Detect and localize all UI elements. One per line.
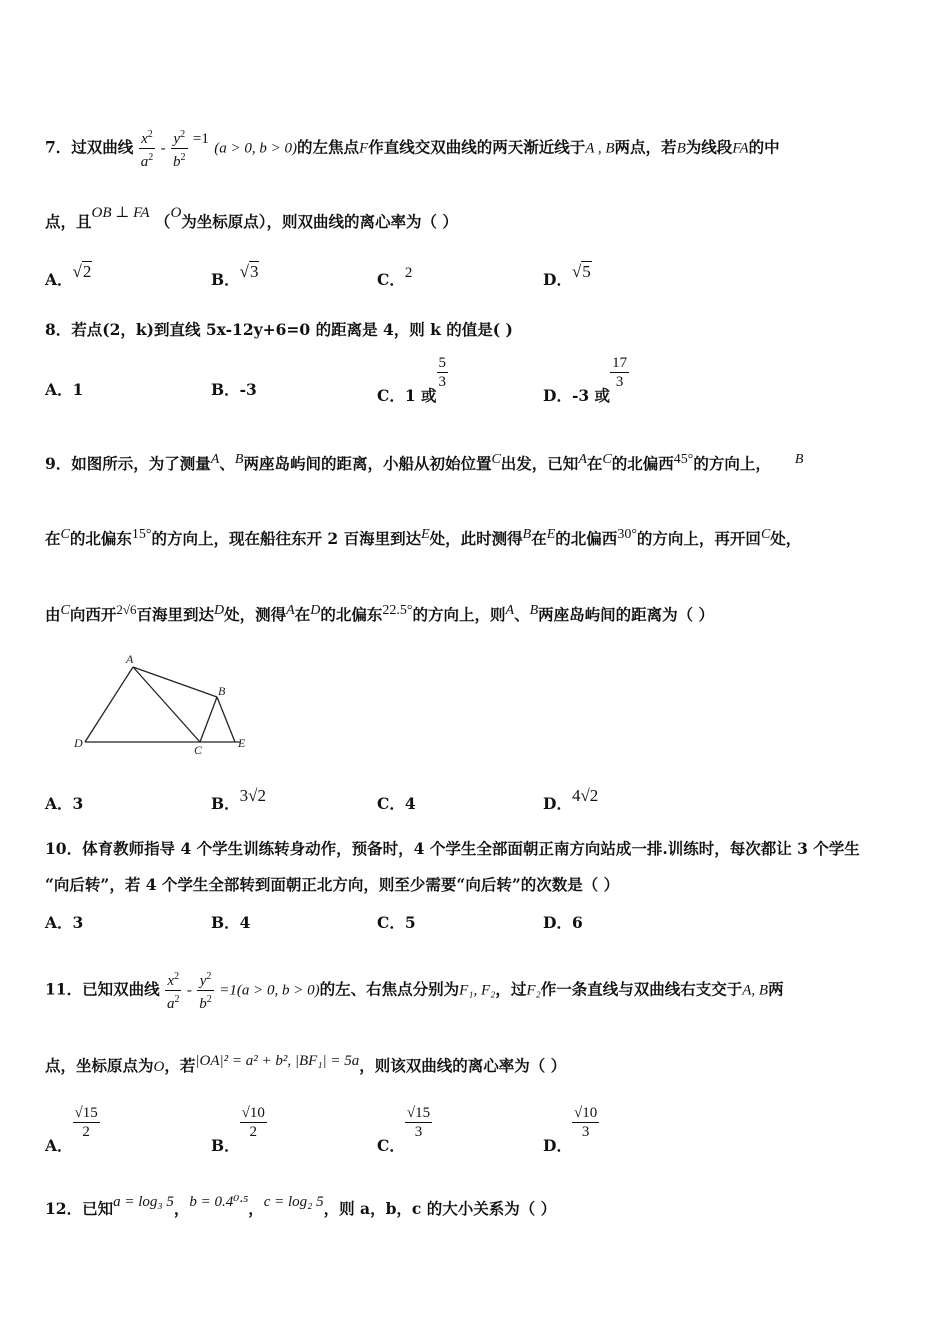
- line-ac: [133, 667, 200, 742]
- q7-frac-x: $\frac{x^2}{a^2}$: [139, 126, 156, 171]
- q11-option-c[interactable]: C． $\frac{√15}{3}$: [377, 1105, 431, 1155]
- line-be: [217, 697, 235, 742]
- q9-option-b[interactable]: B．3√2: [211, 786, 266, 813]
- q7-option-c[interactable]: C．2: [377, 265, 413, 289]
- q8-option-a[interactable]: A．1: [45, 380, 84, 399]
- q7-option-b[interactable]: B．√3: [211, 262, 259, 289]
- label-b: B: [218, 684, 226, 698]
- q10-line1: 10．体育教师指导 4 个学生训练转身动作，预备时，4 个学生全部面朝正南方向站成一排.训练时，每次都让 3 个学生: [45, 839, 860, 858]
- q10-line2: “向后转”，若 4 个学生全部转到面朝正北方向，则至少需要“向后转”的次数是（ ）: [45, 875, 620, 894]
- q7-option-d[interactable]: D．√5: [543, 262, 591, 289]
- q8-option-d[interactable]: D．-3 或 $\frac{17}{3}$: [543, 355, 628, 405]
- q9-option-d[interactable]: D．4√2: [543, 786, 599, 813]
- q8-stem: 8．若点(2，k)到直线 5x-12y+6=0 的距离是 4，则 k 的值是( ): [45, 320, 513, 339]
- line-da: [85, 667, 133, 742]
- q11-option-d[interactable]: D． $\frac{√10}{3}$: [543, 1105, 598, 1155]
- q10-option-b[interactable]: B．4: [211, 913, 251, 932]
- q8-option-c[interactable]: C．1 或 $\frac{5}{3}$: [377, 355, 447, 405]
- q12-c-expr: c = log₂ 5: [263, 1194, 324, 1210]
- q11-option-a[interactable]: A． $\frac{√15}{2}$: [45, 1105, 98, 1155]
- q11-condition: =1(a > 0, b > 0): [219, 982, 320, 999]
- line-bc: [200, 697, 217, 742]
- q9-option-a[interactable]: A．3: [45, 794, 84, 813]
- q11-line2: 点，坐标原点为O，若|OA|² = a² + b², |BF₁| = 5a，则该双曲线的离心率为（ ）: [45, 1053, 567, 1075]
- q8-option-b[interactable]: B．-3: [211, 380, 257, 399]
- q12-a-expr: a = log₃ 5: [113, 1194, 174, 1210]
- q9-figure: [70, 650, 260, 760]
- label-c: C: [194, 743, 203, 757]
- q9-line2: 在C的北偏东15°的方向上，现在船往东开 2 百海里到达E处，此时测得B在E的北偏西30°的方向上，再开回C处，: [45, 527, 802, 549]
- q11-line1: 11．已知双曲线 $\frac{x^2}{a^2}$ - $\frac{y^2}{b^2}$ =1(a > 0, b > 0)的左、右焦点分别为F₁, F₂，过F₂作一条直线与双曲线右支交于A, B两: [45, 968, 784, 1013]
- q7-condition: (a > 0, b > 0): [214, 140, 298, 157]
- q9-line1: 9．如图所示，为了测量A、B两座岛屿间的距离，小船从初始位置C出发，已知A在C的北偏西45°的方向上， B: [45, 452, 804, 474]
- label-e: E: [238, 736, 246, 750]
- q7-frac-y: $\frac{y^2}{b^2}$: [171, 126, 188, 171]
- q7-option-a[interactable]: A．√2: [45, 262, 92, 289]
- q11-frac-x: $\frac{x^2}{a^2}$: [165, 968, 182, 1013]
- q7-line2: 点，且OB ⊥ FA （O为坐标原点），则双曲线的离心率为（ ）: [45, 205, 458, 231]
- q7-perp-expr: OB ⊥ FA: [91, 205, 150, 221]
- label-d: D: [74, 736, 83, 750]
- q12-b-expr: b = 0.4⁰·⁵: [189, 1194, 249, 1210]
- q10-option-d[interactable]: D．6: [543, 913, 583, 932]
- q11-expr: |OA|² = a² + b², |BF₁| = 5a: [195, 1053, 360, 1069]
- q12-stem: 12．已知a = log₃ 5，b = 0.4⁰·⁵，c = log₂ 5，则 a，b，c 的大小关系为（ ）: [45, 1194, 557, 1218]
- q10-option-c[interactable]: C．5: [377, 913, 416, 932]
- q11-frac-y: $\frac{y^2}{b^2}$: [197, 968, 214, 1013]
- label-a: A: [126, 652, 134, 666]
- q11-option-b[interactable]: B． $\frac{√10}{2}$: [211, 1105, 265, 1155]
- q7-lead: 7．过双曲线: [45, 137, 134, 157]
- q9-option-c[interactable]: C．4: [377, 794, 416, 813]
- q10-option-a[interactable]: A．3: [45, 913, 84, 932]
- q9-line3: 由C向西开$^{2√6}$百海里到达D处，测得A在D的北偏东22.5°的方向上，则A、B两座岛屿间的距离为（ ）: [45, 602, 715, 625]
- q7-line1: 7．过双曲线 $\frac{x^2}{a^2}$ - $\frac{y^2}{b^2}$ =1 (a > 0, b > 0)的左焦点F作直线交双曲线的两天渐近线于A , B两点，若B为线段FA的中: [45, 126, 780, 171]
